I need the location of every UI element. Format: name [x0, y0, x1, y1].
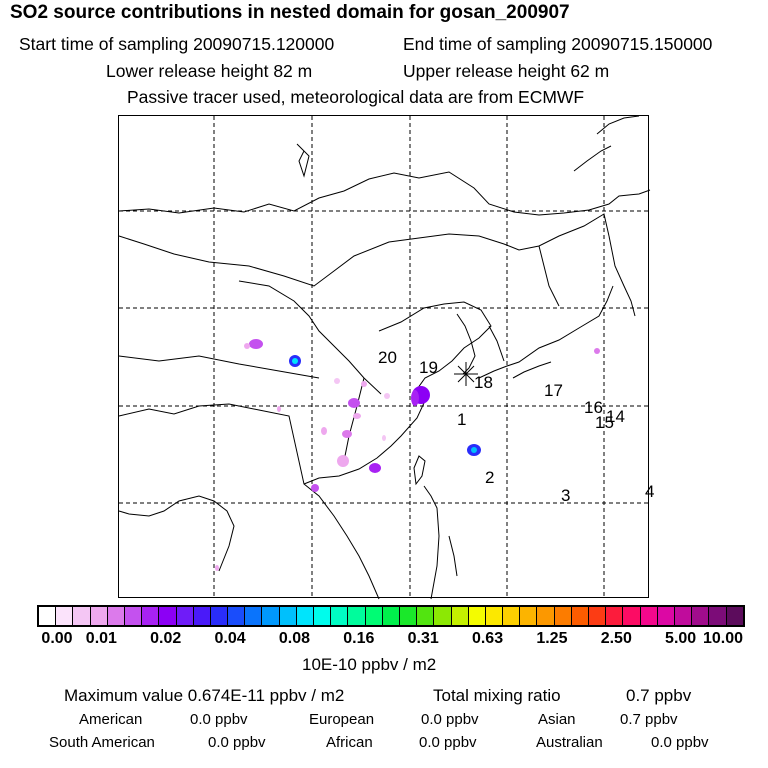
color-swatch	[469, 607, 486, 625]
color-scale-tick-label: 10.00	[702, 630, 744, 647]
site-label-18: 18	[474, 373, 493, 392]
color-swatch	[228, 607, 245, 625]
color-scale-tick-label: 0.04	[214, 630, 246, 647]
upper-height-label: Upper release height 62 m	[403, 61, 610, 81]
region-value-south-american: 0.0 ppbv	[208, 734, 266, 751]
color-swatch	[709, 607, 726, 625]
color-swatch	[159, 607, 176, 625]
color-swatch	[537, 607, 554, 625]
color-swatch	[73, 607, 90, 625]
site-label-3: 3	[561, 486, 571, 505]
region-value-american: 0.0 ppbv	[190, 711, 248, 728]
color-swatch	[452, 607, 469, 625]
color-scale-unit: 10E-10 ppbv / m2	[302, 655, 437, 674]
start-time-label: Start time of sampling 20090715.120000	[19, 34, 335, 54]
color-swatch	[727, 607, 743, 625]
color-swatch	[503, 607, 520, 625]
color-scale-tick-label: 0.01	[85, 630, 117, 647]
color-scale-tick-label: 2.50	[600, 630, 632, 647]
color-swatch	[262, 607, 279, 625]
color-swatch	[623, 607, 640, 625]
page-title: SO2 source contributions in nested domain for gosan_200907	[10, 2, 570, 23]
color-swatch	[486, 607, 503, 625]
color-swatch	[658, 607, 675, 625]
color-scale-tick-label: 0.08	[278, 630, 311, 647]
color-swatch	[434, 607, 451, 625]
end-time-label: End time of sampling 20090715.150000	[403, 34, 713, 54]
color-swatch	[400, 607, 417, 625]
color-swatch	[142, 607, 159, 625]
color-swatch	[555, 607, 572, 625]
region-name-asian: Asian	[538, 711, 576, 728]
color-swatch	[39, 607, 56, 625]
region-value-african: 0.0 ppbv	[419, 734, 477, 751]
color-swatch	[675, 607, 692, 625]
site-label-2: 2	[485, 468, 495, 487]
site-label-4: 4	[645, 482, 655, 501]
color-swatch	[572, 607, 589, 625]
region-name-european: European	[309, 711, 375, 728]
color-scale-tick-label: 0.00	[41, 630, 73, 647]
total-mixing-label: Total mixing ratio	[433, 686, 561, 705]
color-swatch	[331, 607, 348, 625]
region-name-american: American	[79, 711, 143, 728]
region-value-australian: 0.0 ppbv	[651, 734, 709, 751]
color-swatch	[297, 607, 314, 625]
color-swatch	[520, 607, 537, 625]
region-value-european: 0.0 ppbv	[421, 711, 479, 728]
color-scale-tick-label: 0.31	[407, 630, 439, 647]
region-name-australian: Australian	[536, 734, 603, 751]
color-swatch	[194, 607, 211, 625]
map-panel[interactable]	[118, 115, 655, 598]
color-scale-bar	[37, 605, 745, 627]
region-name-south-american: South American	[49, 734, 155, 751]
tracer-note: Passive tracer used, meteorological data are from ECMWF	[127, 87, 585, 107]
site-label-14: 14	[606, 407, 625, 426]
color-swatch	[641, 607, 658, 625]
color-scale-tick-label: 0.16	[343, 630, 375, 647]
color-swatch	[366, 607, 383, 625]
color-swatch	[692, 607, 709, 625]
total-mixing-value: 0.7 ppbv	[626, 686, 692, 705]
site-label-19: 19	[419, 358, 438, 377]
color-swatch	[125, 607, 142, 625]
site-label-17: 17	[544, 381, 563, 400]
color-scale-tick-label: 0.63	[471, 630, 504, 647]
color-scale-tick-label: 1.25	[536, 630, 568, 647]
color-swatch	[589, 607, 606, 625]
color-swatch	[177, 607, 194, 625]
color-swatch	[108, 607, 125, 625]
contribution-patches	[215, 339, 600, 571]
site-label-1: 1	[457, 410, 467, 429]
color-scale-tick-label: 0.02	[150, 630, 182, 647]
lower-height-label: Lower release height 82 m	[106, 61, 313, 81]
site-label-20: 20	[378, 348, 397, 367]
region-name-african: African	[326, 734, 373, 751]
site-label-16: 16	[584, 398, 603, 417]
color-swatch	[348, 607, 365, 625]
color-swatch	[383, 607, 400, 625]
color-swatch	[91, 607, 108, 625]
color-scale-tick-label: 5.00	[665, 630, 697, 647]
color-swatch	[56, 607, 73, 625]
max-value-label: Maximum value 0.674E-11 ppbv / m2	[64, 686, 345, 705]
region-value-asian: 0.7 ppbv	[620, 711, 678, 728]
color-swatch	[245, 607, 262, 625]
color-swatch	[606, 607, 623, 625]
color-swatch	[417, 607, 434, 625]
site-label-15: 15	[595, 413, 614, 432]
color-swatch	[211, 607, 228, 625]
color-swatch	[314, 607, 331, 625]
color-swatch	[280, 607, 297, 625]
